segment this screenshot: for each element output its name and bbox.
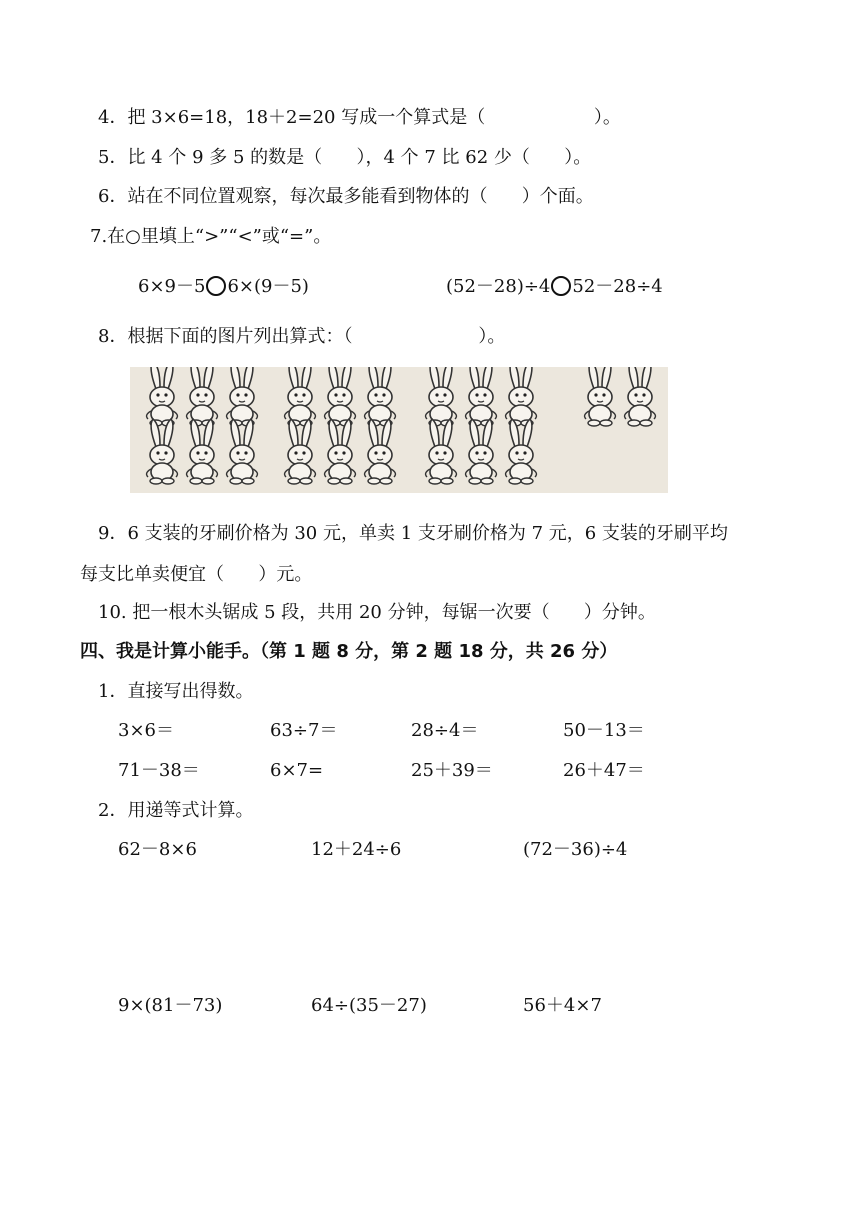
rabbit-illustration [130,367,668,493]
comparison-b-left: (52－28)÷4 [446,276,551,297]
rabbit-icon [365,419,396,484]
comparison-b-right: 52－28÷4 [572,276,663,297]
rabbit-icon [147,419,178,484]
section-4-q2: 2．用递等式计算。 [98,800,254,821]
rabbit-icon [285,419,316,484]
comparison-a-left: 6×9－5 [138,276,206,297]
step-calc-item: 64÷(35－27) [311,995,427,1016]
oral-item: 26＋47＝ [563,760,645,781]
compare-circle-b [551,276,571,296]
rabbit-icon [187,367,218,426]
question-7-stem: 7.在○里填上“>”“<”或“=”。 [90,226,332,247]
section-4-title: 四、我是计算小能手。（第 1 题 8 分，第 2 题 18 分，共 26 分） [80,641,618,662]
section-4-q1: 1．直接写出得数。 [98,681,254,702]
question-6: 6．站在不同位置观察，每次最多能看到物体的（ ）个面。 [98,186,594,207]
rabbit-icon [325,419,356,484]
rabbit-icon [426,367,457,426]
question-4: 4．把 3×6=18，18＋2=20 写成一个算式是（ ）。 [98,107,621,128]
comparison-b [446,275,663,299]
rabbit-icon [585,367,616,426]
step-calc-item: 62－8×6 [118,839,197,860]
oral-item: 63÷7＝ [270,720,338,741]
question-9-line-1: 9．6 支装的牙刷价格为 30 元，单卖 1 支牙刷价格为 7 元，6 支装的牙刷平均 [98,523,728,544]
oral-item: 3×6＝ [118,720,174,741]
rabbit-icon [365,367,396,426]
comparison-a [138,275,309,299]
rabbit-icon [466,419,497,484]
rabbit-icon [426,419,457,484]
bunny-picture [130,367,668,493]
rabbit-icon [187,419,218,484]
rabbit-icon [227,367,258,426]
rabbit-icon [506,367,537,426]
oral-item: 28÷4＝ [411,720,479,741]
step-calc-item: 12＋24÷6 [311,839,402,860]
compare-circle-a [206,276,226,296]
question-8: 8．根据下面的图片列出算式：（ ）。 [98,326,506,347]
oral-item: 50－13＝ [563,720,645,741]
oral-item: 6×7= [270,760,324,781]
rabbit-icon [506,419,537,484]
step-calc-item: 9×(81－73) [118,995,223,1016]
rabbit-icon [325,367,356,426]
step-calc-item: 56＋4×7 [523,995,602,1016]
question-5: 5．比 4 个 9 多 5 的数是（ ），4 个 7 比 62 少（ ）。 [98,147,592,168]
question-9-line-2: 每支比单卖便宜（ ）元。 [80,564,313,585]
rabbit-icon [625,367,656,426]
step-calc-item: (72－36)÷4 [523,839,628,860]
oral-item: 25＋39＝ [411,760,493,781]
rabbit-icon [285,367,316,426]
question-10: 10. 把一根木头锯成 5 段，共用 20 分钟，每锯一次要（ ）分钟。 [98,602,656,623]
rabbit-icon [147,367,178,426]
comparison-a-right: 6×(9－5) [227,276,309,297]
rabbit-icon [466,367,497,426]
oral-item: 71－38＝ [118,760,200,781]
rabbit-icon [227,419,258,484]
